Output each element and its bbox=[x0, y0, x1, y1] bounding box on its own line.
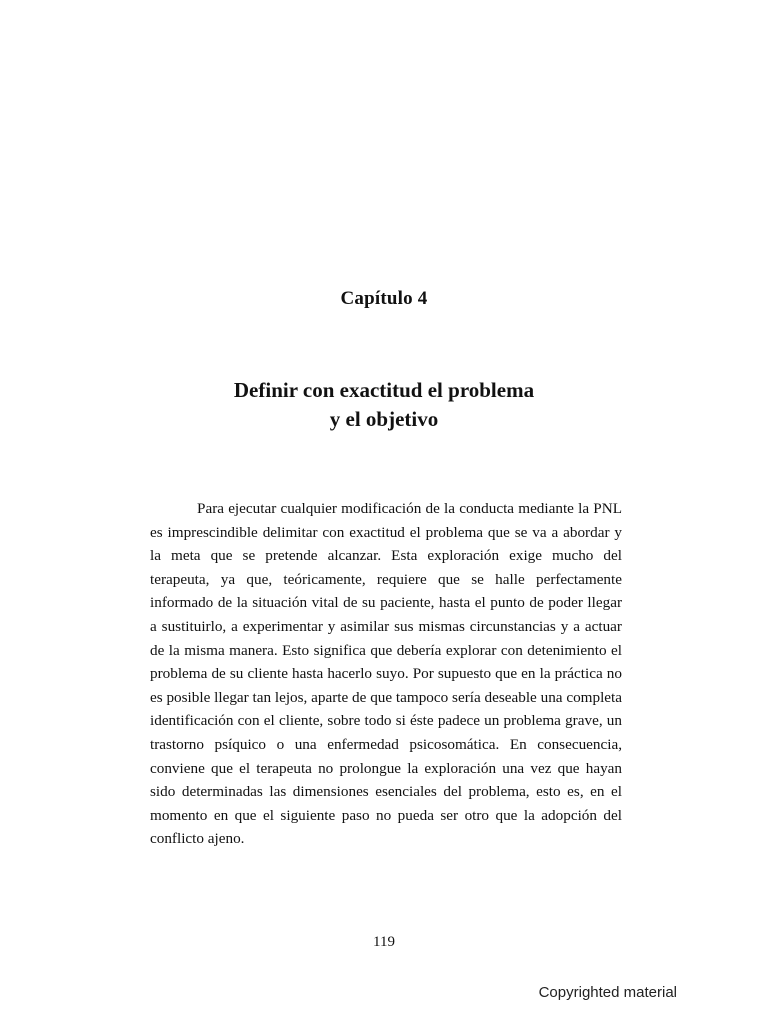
chapter-title-line-1: Definir con exactitud el problema bbox=[233, 378, 535, 402]
body-paragraph: Para ejecutar cualquier modificación de la conducta mediante la PNL es imprescindible delimitar con exactitud el problema que se va a abordar y la meta que se pretende alcanzar. Esta exploración exige mucho del terapeuta, ya que, teóricamente, requiere que se halle perfectamente informado de la situación vital de su paciente, hasta el punto de poder llegar a sustituirlo, a experimentar y asimilar sus mismas circunstancias y a actuar de la misma manera. Esto significa que debería explorar con detenimiento el problema de su cliente hasta hacerlo suyo. Por supuesto que en la práctica no es posible llegar tan lejos, aparte de que tampoco sería deseable una completa identificación con el cliente, sobre todo si éste padece un problema grave, un trastorno psíquico o una enfermedad psicosomática. En consecuencia, conviene que el terapeuta no prolongue la exploración una vez que hayan sido determinadas las dimensiones esenciales del problema, esto es, en el momento en que el siguiente paso no pueda ser otro que la adopción del conflicto ajeno. bbox=[150, 500, 622, 848]
chapter-title-line-2: y el objetivo bbox=[329, 407, 439, 431]
copyright-watermark: Copyrighted material bbox=[538, 984, 677, 1001]
chapter-title bbox=[0, 376, 768, 434]
chapter-label: Capítulo 4 bbox=[340, 288, 428, 309]
page-number: 119 bbox=[373, 934, 395, 950]
